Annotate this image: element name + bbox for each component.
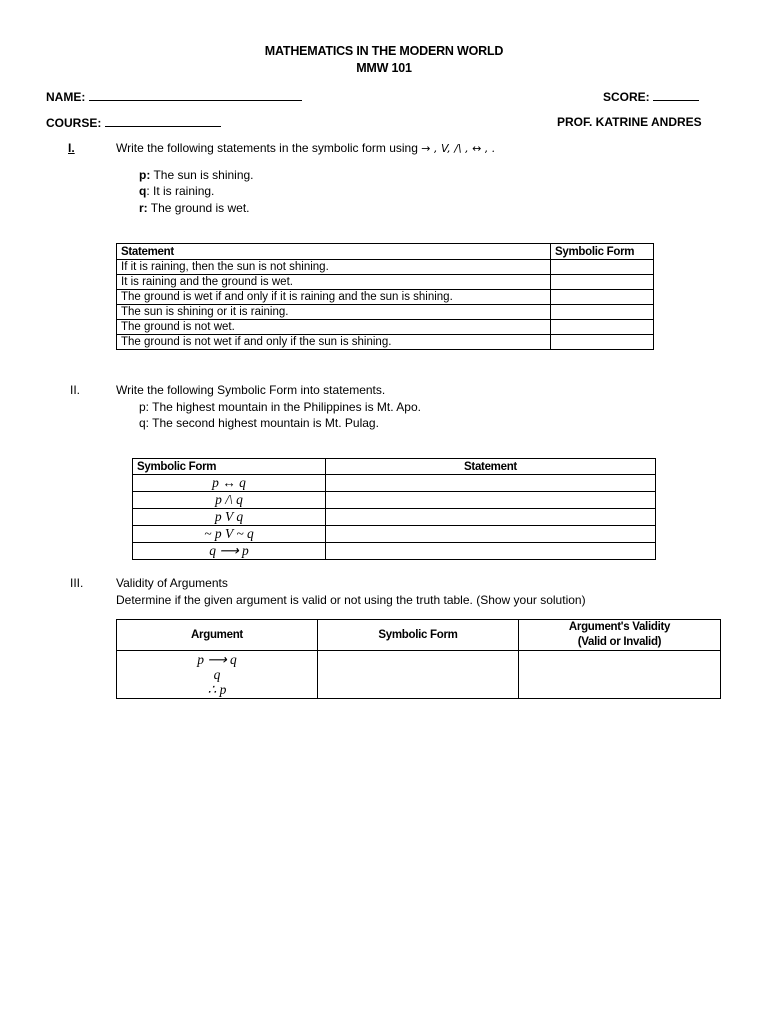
header-statement: Statement [326,459,656,475]
statement-cell: The ground is not wet if and only if the sun is shining. [117,335,551,350]
part1-numeral: I. [68,141,75,155]
name-blank[interactable] [89,89,302,101]
argument-premise-1: p ⟶ q [197,652,237,667]
part2-proposition-q: q: The second highest mountain is Mt. Pulag. [139,416,379,430]
answer-cell[interactable] [551,320,654,335]
argument-conclusion: ∴ p [207,682,227,697]
table-row [133,543,656,560]
header-validity-line1: Argument's Validity [568,621,671,633]
answer-cell[interactable] [326,509,656,526]
symbolic-form-cell: p V q [133,509,326,526]
part1-instruction-text: Write the following statements in the symbolic form using [116,141,418,155]
statement-cell: The ground is not wet. [117,320,551,335]
course-code: MMW 101 [356,61,412,75]
part2-instruction: Write the following Symbolic Form into statements. [116,383,386,397]
prop-var: q [139,184,147,198]
answer-cell[interactable] [326,526,656,543]
course-field[interactable] [46,115,221,130]
score-blank[interactable] [653,89,699,101]
course-label: COURSE: [46,116,102,130]
prop-var: p: [139,168,151,182]
part3-numeral: III. [70,576,84,590]
part3-table [116,619,721,699]
answer-cell[interactable] [551,335,654,350]
part2-numeral: II. [70,383,81,397]
prop-text: : It is raining. [146,184,215,198]
table-row [117,260,654,275]
table-row [117,275,654,290]
header-validity-line2: (Valid or Invalid) [577,636,662,648]
table-row [133,492,656,509]
table-row [133,475,656,492]
score-label: SCORE: [603,90,650,104]
table-row [117,651,721,699]
statement-cell: The sun is shining or it is raining. [117,305,551,320]
proposition-q [139,184,214,198]
header-symbolic-form: Symbolic Form [318,620,519,651]
answer-cell[interactable] [551,275,654,290]
answer-cell[interactable] [551,260,654,275]
header-validity [519,620,721,651]
table-row [117,305,654,320]
header-statement: Statement [117,244,551,260]
part3-title: Validity of Arguments [116,576,228,590]
answer-cell[interactable] [326,543,656,560]
answer-cell[interactable] [551,290,654,305]
header-symbolic-form: Symbolic Form [133,459,326,475]
header-argument: Argument [117,620,318,651]
symbolic-form-cell: q ⟶ p [133,543,326,560]
score-field[interactable] [603,89,699,104]
symbolic-form-cell: p ↔ q [133,475,326,492]
name-field[interactable] [46,89,302,104]
name-label: NAME: [46,90,86,104]
table-row [133,526,656,543]
table-row [117,335,654,350]
course-blank[interactable] [105,115,221,127]
answer-cell[interactable] [326,475,656,492]
part2-proposition-p: p: The highest mountain in the Philippines is Mt. Apo. [139,400,421,414]
part2-table [132,458,656,560]
course-title: MATHEMATICS IN THE MODERN WORLD [264,44,504,58]
symbolic-form-answer-cell[interactable] [318,651,519,699]
symbolic-form-cell: p /\ q [133,492,326,509]
table-row [117,320,654,335]
argument-cell [117,651,318,699]
proposition-r [139,201,250,215]
table-row [133,509,656,526]
validity-answer-cell[interactable] [519,651,721,699]
symbolic-form-cell: ~ p V ~ q [133,526,326,543]
statement-cell: It is raining and the ground is wet. [117,275,551,290]
statement-cell: If it is raining, then the sun is not shining. [117,260,551,275]
header-symbolic-form: Symbolic Form [551,244,654,260]
part3-instruction: Determine if the given argument is valid or not using the truth table. (Show your solution) [116,593,586,607]
answer-cell[interactable] [326,492,656,509]
argument-premise-2: q [213,667,221,682]
part1-table [116,243,654,350]
part1-connectives: → , V, /\ , ↔ , . [421,142,496,155]
proposition-p [139,168,254,182]
table-row [117,290,654,305]
prop-text: The ground is wet. [150,201,250,215]
answer-cell[interactable] [551,305,654,320]
prop-var: r: [139,201,148,215]
statement-cell: The ground is wet if and only if it is raining and the sun is shining. [117,290,551,305]
part1-instruction [116,141,495,155]
professor-name: PROF. KATRINE ANDRES [557,115,702,129]
prop-text: The sun is shining. [153,168,254,182]
